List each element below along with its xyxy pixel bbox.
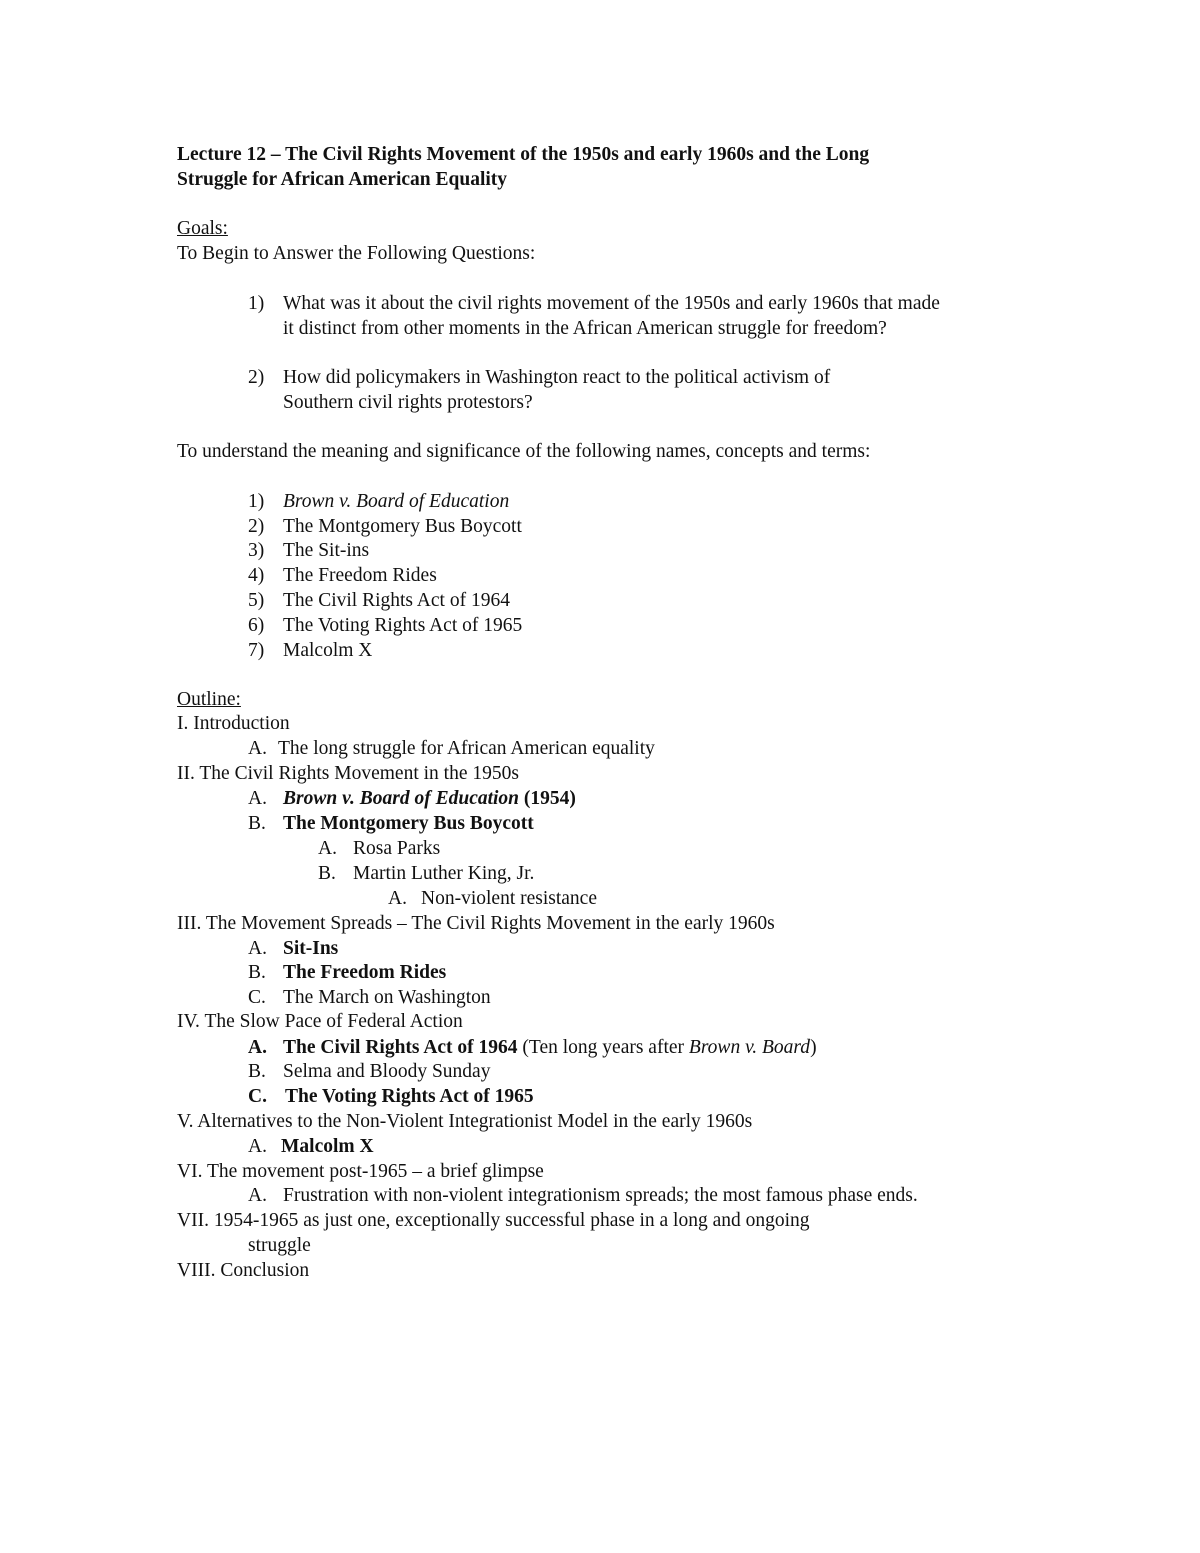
outline-letter: A. (248, 1037, 267, 1058)
outline-item: The Freedom Rides (283, 962, 447, 983)
outline-item: Non-violent resistance (421, 888, 597, 909)
outline-letter: A. (248, 1136, 267, 1157)
term-item: Malcolm X (283, 640, 373, 661)
question-number-2: 2) (248, 367, 265, 388)
outline-section-ii: II. The Civil Rights Movement in the 1950s (177, 763, 519, 784)
outline-section-i: I. Introduction (177, 713, 290, 734)
term-item: The Civil Rights Act of 1964 (283, 590, 510, 611)
question-number-1: 1) (248, 293, 265, 314)
outline-item-civil-rights-act-close: ) (810, 1037, 817, 1058)
outline-item: The Montgomery Bus Boycott (283, 813, 534, 834)
goals-intro: To Begin to Answer the Following Questions: (177, 243, 536, 264)
outline-section-vii-line-1: VII. 1954-1965 as just one, exceptionally successful phase in a long and ongoing (177, 1210, 810, 1231)
outline-section-iii: III. The Movement Spreads – The Civil Rights Movement in the early 1960s (177, 913, 775, 934)
term-number: 1) (248, 491, 265, 512)
question-1-line-2: it distinct from other moments in the African American struggle for freedom? (283, 318, 887, 339)
outline-section-viii: VIII. Conclusion (177, 1260, 310, 1281)
question-2-line-1: How did policymakers in Washington react to the political activism of (283, 367, 831, 388)
term-item: The Voting Rights Act of 1965 (283, 615, 523, 636)
term-item: The Sit-ins (283, 540, 370, 561)
term-number: 7) (248, 640, 265, 661)
outline-item: Selma and Bloody Sunday (283, 1061, 491, 1082)
outline-letter: A. (388, 888, 407, 909)
term-item: The Montgomery Bus Boycott (283, 516, 522, 537)
goals-heading: Goals: (177, 218, 228, 239)
outline-item-civil-rights-act-italic: Brown v. Board (688, 1037, 811, 1058)
question-1-line-1: What was it about the civil rights movement of the 1950s and early 1960s that made (283, 293, 940, 314)
outline-item-civil-rights-act-bold: The Civil Rights Act of 1964 (283, 1037, 518, 1058)
outline-section-vii-line-2: struggle (248, 1235, 311, 1256)
outline-letter: B. (318, 863, 336, 884)
lecture-title-line-1: Lecture 12 – The Civil Rights Movement of the 1950s and early 1960s and the Long (177, 144, 870, 165)
outline-letter: A. (248, 938, 267, 959)
outline-heading: Outline: (177, 689, 241, 710)
outline-letter: B. (248, 1061, 266, 1082)
outline-item: Rosa Parks (353, 838, 441, 859)
lecture-title-line-2: Struggle for African American Equality (177, 169, 508, 190)
question-2-line-2: Southern civil rights protestors? (283, 392, 533, 413)
term-number: 6) (248, 615, 265, 636)
outline-letter: A. (248, 788, 267, 809)
outline-letter: A. (318, 838, 337, 859)
outline-item: The March on Washington (283, 987, 491, 1008)
outline-letter: A. (248, 1185, 267, 1206)
term-item: Brown v. Board of Education (283, 491, 510, 512)
outline-item: Martin Luther King, Jr. (353, 863, 535, 884)
outline-item-civil-rights-act (283, 1035, 817, 1060)
outline-item: The Voting Rights Act of 1965 (285, 1086, 534, 1107)
outline-item-brown (283, 786, 576, 811)
term-number: 3) (248, 540, 265, 561)
term-number: 2) (248, 516, 265, 537)
term-item: The Freedom Rides (283, 565, 437, 586)
outline-letter: C. (248, 987, 266, 1008)
outline-item-brown-italic: Brown v. Board of Education (283, 788, 520, 809)
term-number: 5) (248, 590, 265, 611)
terms-intro: To understand the meaning and significance of the following names, concepts and terms: (177, 441, 871, 462)
outline-letter: B. (248, 813, 266, 834)
outline-item: Malcolm X (281, 1136, 374, 1157)
outline-letter: B. (248, 962, 266, 983)
outline-item-brown-year: (1954) (519, 788, 576, 809)
outline-item-civil-rights-act-note: (Ten long years after (517, 1037, 689, 1058)
outline-letter: C. (248, 1086, 267, 1107)
outline-item: The long struggle for African American equality (278, 738, 655, 759)
outline-item: Frustration with non-violent integrationism spreads; the most famous phase ends. (283, 1185, 918, 1206)
outline-section-iv: IV. The Slow Pace of Federal Action (177, 1011, 463, 1032)
outline-section-v: V. Alternatives to the Non-Violent Integrationist Model in the early 1960s (177, 1111, 753, 1132)
outline-item: Sit-Ins (283, 938, 339, 959)
term-number: 4) (248, 565, 265, 586)
outline-section-vi: VI. The movement post-1965 – a brief glimpse (177, 1161, 544, 1182)
outline-letter: A. (248, 738, 267, 759)
